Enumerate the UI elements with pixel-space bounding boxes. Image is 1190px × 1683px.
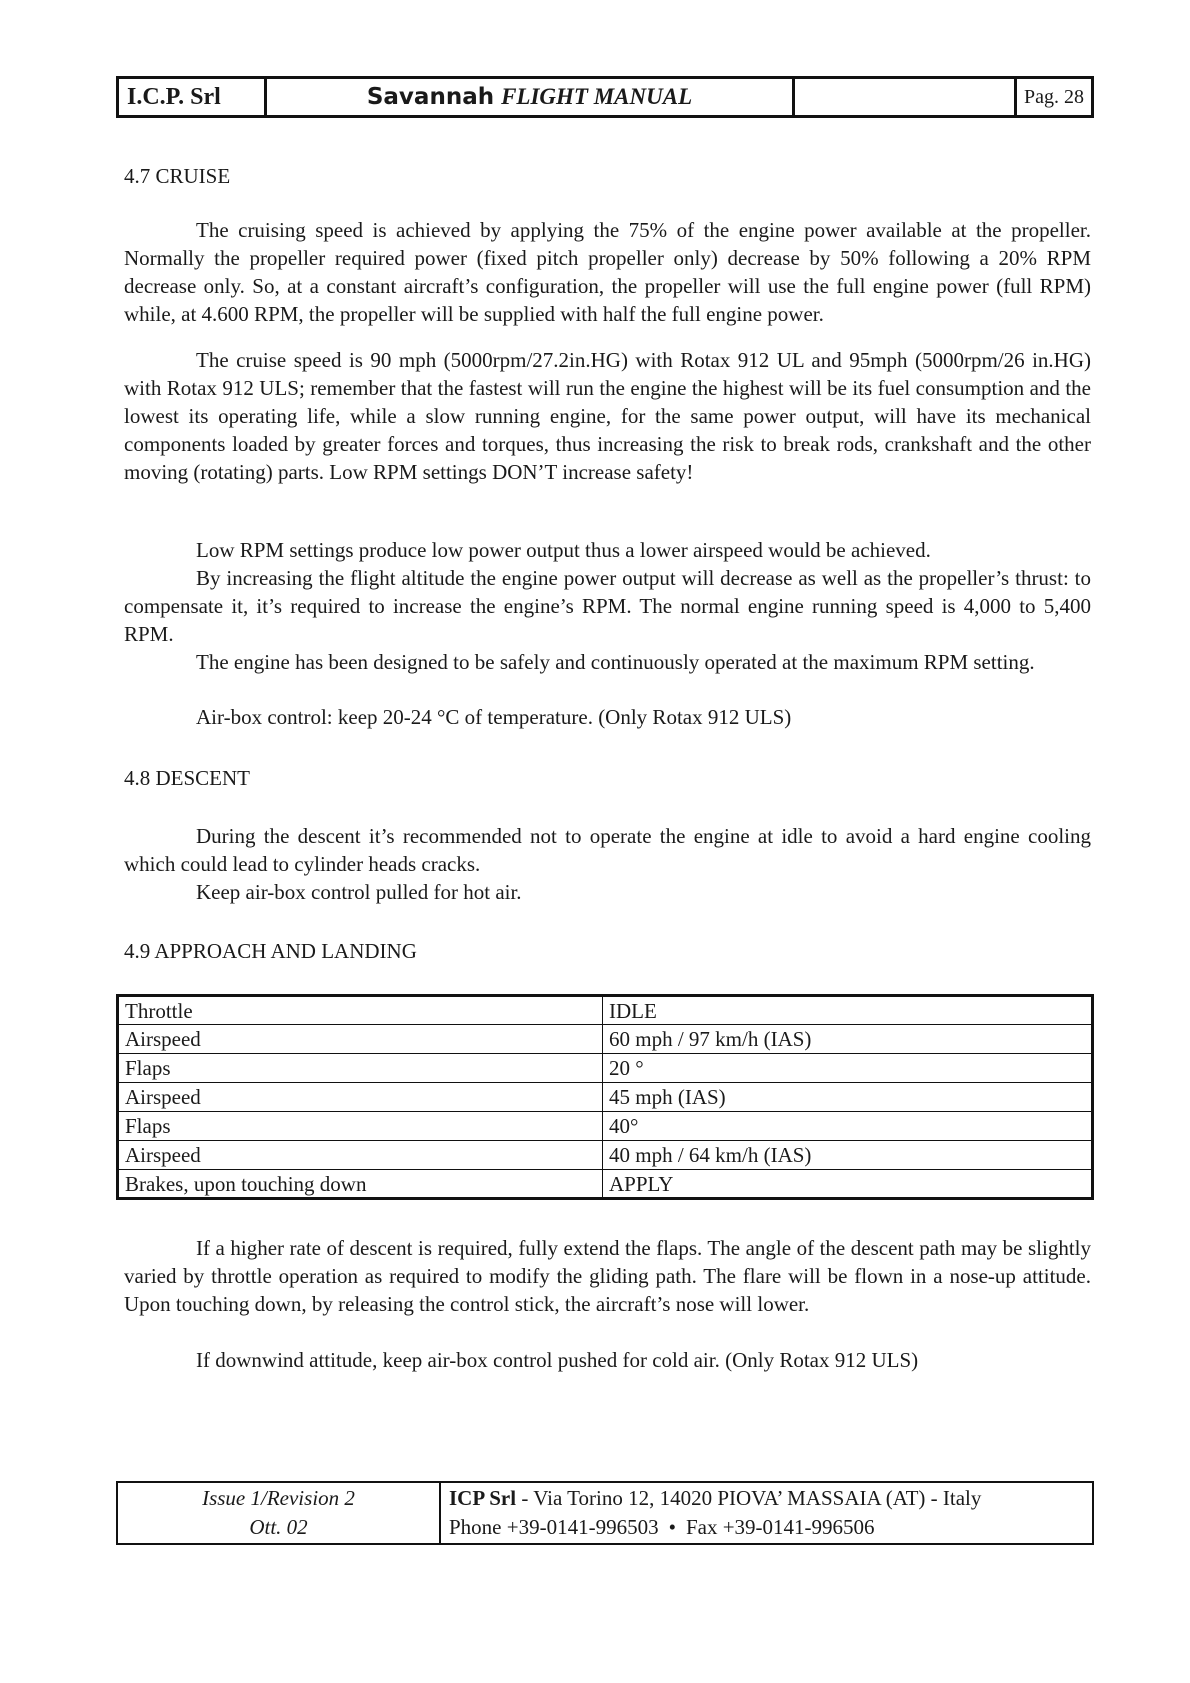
approach-paragraph: If a higher rate of descent is required, fully extend the flaps. The angle of the descent path may be slightly varied by throttle operation as required to modify the gliding path. The flare will be flown in a nose-up attitude. Upon touching down, by releasing the control stick, the aircraft’s nose will lower. — [124, 1236, 1091, 1316]
footer-revision-cell — [118, 1483, 441, 1543]
header-title-brand: Savannah — [366, 84, 495, 110]
footer-date: Ott. 02 — [249, 1515, 308, 1539]
footer-fax: Fax +39-0141-996506 — [685, 1515, 875, 1539]
table-row — [118, 1025, 1093, 1054]
footer-phone-line — [449, 1513, 1092, 1542]
cruise-paragraph: Air-box control: keep 20-24 °C of temperature. (Only Rotax 912 ULS) — [196, 705, 792, 729]
page-header — [116, 76, 1094, 118]
table-row — [118, 1083, 1093, 1112]
descent-paragraph: During the descent it’s recommended not to operate the engine at idle to avoid a hard engine cooling which could lead to cylinder heads cracks. — [124, 824, 1091, 876]
cruise-paragraph: The cruising speed is achieved by applying the 75% of the engine power available at the propeller. Normally the propeller required power (fixed pitch propeller only) decrease by 50% following a 20% RPM decrease only. So, at a constant aircraft’s configuration, the propeller will use the full engine power (full RPM) while, at 4.600 RPM, the propeller will be supplied with half the full engine power. — [124, 218, 1091, 326]
page-footer — [116, 1481, 1094, 1545]
table-row — [118, 1112, 1093, 1141]
cruise-paragraph: The cruise speed is 90 mph (5000rpm/27.2in.HG) with Rotax 912 UL and 95mph (5000rpm/26 in.HG) with Rotax 912 ULS; remember that the fastest will run the engine the highest will be its fuel consumption and the lowest its operating life, while a slow running engine, for the same power output, will have its mechanical components loaded by greater forces and torques, thus increasing the risk to break rods, crankshaft and the other moving (rotating) parts. Low RPM settings DON’T increase safety! — [124, 348, 1091, 484]
table-row — [118, 1170, 1093, 1199]
checklist-value: 40 mph / 64 km/h (IAS) — [603, 1141, 1093, 1170]
footer-bullet: • — [668, 1515, 676, 1539]
header-company: I.C.P. Srl — [119, 79, 267, 115]
checklist-item: Airspeed — [118, 1141, 603, 1170]
footer-address-line — [449, 1484, 1092, 1513]
table-row — [118, 1141, 1093, 1170]
landing-checklist-table — [116, 994, 1094, 1200]
checklist-item: Airspeed — [118, 1083, 603, 1112]
checklist-value: APPLY — [603, 1170, 1093, 1199]
checklist-item: Brakes, upon touching down — [118, 1170, 603, 1199]
footer-company: ICP Srl — [449, 1486, 517, 1510]
header-title-manual: FLIGHT MANUAL — [501, 84, 693, 109]
checklist-value: 20 ° — [603, 1054, 1093, 1083]
cruise-paragraph: By increasing the flight altitude the engine power output will decrease as well as the propeller’s thrust: to compensate it, it’s required to increase the engine’s RPM. The normal engine running speed is 4,000 to 5,400 RPM. — [124, 566, 1091, 646]
section-heading-approach: 4.9 APPROACH AND LANDING — [124, 939, 417, 963]
checklist-value: 40° — [603, 1112, 1093, 1141]
checklist-item: Flaps — [118, 1112, 603, 1141]
cruise-paragraph: Low RPM settings produce low power output thus a lower airspeed would be achieved. — [196, 538, 931, 562]
checklist-item: Throttle — [118, 996, 603, 1025]
footer-contact-cell — [441, 1483, 1092, 1543]
header-page-number: Pag. 28 — [1024, 85, 1084, 108]
table-row — [118, 1054, 1093, 1083]
footer-phone: Phone +39-0141-996503 — [449, 1515, 659, 1539]
checklist-item: Airspeed — [118, 1025, 603, 1054]
footer-issue: Issue 1/Revision 2 — [202, 1486, 355, 1510]
checklist-value: 45 mph (IAS) — [603, 1083, 1093, 1112]
checklist-item: Flaps — [118, 1054, 603, 1083]
checklist-value: 60 mph / 97 km/h (IAS) — [603, 1025, 1093, 1054]
section-heading-cruise: 4.7 CRUISE — [124, 164, 231, 188]
footer-address: - Via Torino 12, 14020 PIOVA’ MASSAIA (AT) - Italy — [516, 1486, 982, 1510]
header-title — [267, 79, 795, 115]
section-heading-descent: 4.8 DESCENT — [124, 766, 250, 790]
cruise-paragraph: The engine has been designed to be safely and continuously operated at the maximum RPM setting. — [196, 650, 1035, 674]
approach-paragraph: If downwind attitude, keep air-box control pushed for cold air. (Only Rotax 912 ULS) — [196, 1348, 919, 1372]
checklist-value: IDLE — [603, 996, 1093, 1025]
descent-paragraph: Keep air-box control pulled for hot air. — [196, 880, 522, 904]
table-row — [118, 996, 1093, 1025]
header-blank-cell — [795, 79, 1017, 115]
